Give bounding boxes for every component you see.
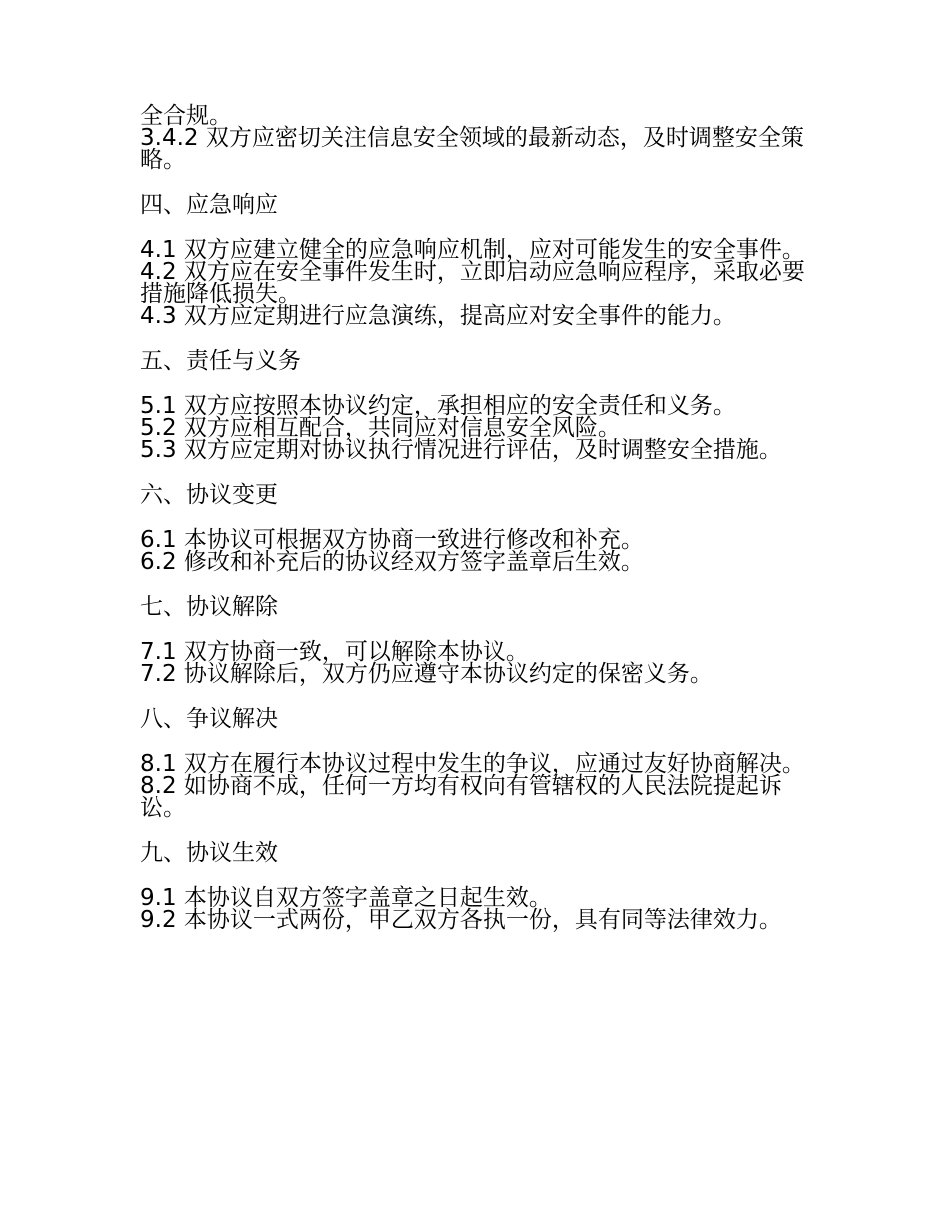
clause-4-1: 4.1 双方应建立健全的应急响应机制，应对可能发生的安全事件。 [140,237,805,263]
clause-5-1: 5.1 双方应按照本协议约定，承担相应的安全责任和义务。 [140,393,736,419]
clause-6-2: 6.2 修改和补充后的协议经双方签字盖章后生效。 [140,549,644,575]
section-heading: 四、应急响应 [140,192,278,218]
section-heading: 五、责任与义务 [140,348,301,374]
clause-5-3: 5.3 双方应定期对协议执行情况进行评估，及时调整安全措施。 [140,437,782,463]
clause-4-2: 4.2 双方应在安全事件发生时，立即启动应急响应程序，采取必要措施降低损失。 [140,259,805,307]
section-responsibility [140,350,810,461]
section-effectiveness [140,842,810,931]
clause-7-2: 7.2 协议解除后，双方仍应遵守本协议约定的保密义务。 [140,661,713,687]
section-dispute-resolution [140,708,810,819]
section-heading: 七、协议解除 [140,594,278,620]
clause-8-2: 8.2 如协商不成，任何一方均有权向有管辖权的人民法院提起诉讼。 [140,773,782,821]
section-termination [140,596,810,685]
clause-9-2: 9.2 本协议一式两份，甲乙双方各执一份，具有同等法律效力。 [140,907,782,933]
clause-9-1: 9.1 本协议自双方签字盖章之日起生效。 [140,885,552,911]
section-amendment [140,484,810,573]
continuation-text: 全合规。 [140,103,232,129]
section-heading: 六、协议变更 [140,482,278,508]
section-emergency-response [140,194,810,327]
clause-7-1: 7.1 双方协商一致，可以解除本协议。 [140,639,529,665]
clause-6-1: 6.1 本协议可根据双方协商一致进行修改和补充。 [140,527,644,553]
clause-4-3: 4.3 双方应定期进行应急演练，提高应对安全事件的能力。 [140,303,736,329]
clause-8-1: 8.1 双方在履行本协议过程中发生的争议，应通过友好协商解决。 [140,751,805,777]
clause-3-4-2: 3.4.2 双方应密切关注信息安全领域的最新动态，及时调整安全策略。 [140,125,804,173]
section-heading: 八、争议解决 [140,706,278,732]
section-heading: 九、协议生效 [140,840,278,866]
document-body [140,105,810,931]
clause-5-2: 5.2 双方应相互配合，共同应对信息安全风险。 [140,415,621,441]
